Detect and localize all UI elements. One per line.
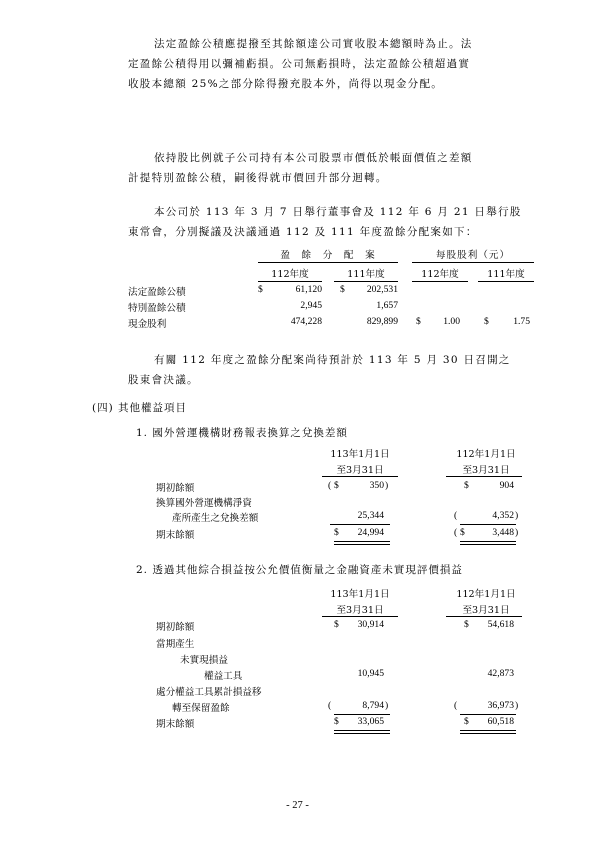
currency-sign: $ <box>464 716 469 727</box>
row-label: 換算國外營運機構淨資 <box>156 498 252 509</box>
row-label: 產所產生之兌換差額 <box>172 513 259 524</box>
paragraph-legal-reserve <box>128 34 540 94</box>
cell-value: 2,945 <box>300 300 322 311</box>
column-header: 113年1月1日 <box>330 589 390 600</box>
text-line: 定盈餘公積得用以彌補虧損。公司無虧損時，法定盈餘公積超過實 <box>128 58 471 70</box>
paragraph-pending-resolution <box>128 350 540 390</box>
paren-open: ( <box>454 527 458 538</box>
cell-value: 1,657 <box>376 300 398 311</box>
column-header: 111年度 <box>347 269 385 280</box>
cell-value: 904 <box>499 480 514 491</box>
divider <box>322 616 398 617</box>
divider <box>412 281 468 282</box>
text-line: 計提特別盈餘公積，嗣後得就市價回升部分迴轉。 <box>128 172 388 184</box>
section-heading: (四) 其他權益項目 <box>92 402 188 414</box>
row-label: 當期產生 <box>156 639 195 650</box>
currency-sign: $ <box>416 316 421 327</box>
paren-open: ( <box>328 700 332 711</box>
cell-value: 10,945 <box>357 668 384 679</box>
currency-sign: $ <box>340 284 345 295</box>
divider <box>258 281 322 282</box>
underline <box>460 524 516 525</box>
column-header: 至3月31日 <box>462 605 510 616</box>
cell-value: 350 <box>369 480 384 491</box>
currency-sign: $ <box>334 480 339 491</box>
text-line: 本公司於 113 年 3 月 7 日舉行董事會及 112 年 6 月 21 日舉行股 <box>154 206 522 218</box>
cell-value: 1.75 <box>513 316 530 327</box>
divider <box>446 616 522 617</box>
group-header-distribution: 盈 餘 分 配 案 <box>280 250 376 261</box>
page-number: - 27 - <box>286 800 309 811</box>
divider <box>446 476 522 477</box>
divider <box>258 262 398 263</box>
cell-value: 42,873 <box>487 668 514 679</box>
cell-value: 829,899 <box>366 316 398 327</box>
currency-sign: $ <box>464 480 469 491</box>
double-underline <box>334 541 390 545</box>
cell-value: 54,618 <box>487 619 514 630</box>
cell-value: 61,120 <box>295 284 322 295</box>
column-header: 112年度 <box>271 269 309 280</box>
column-header: 111年度 <box>487 269 525 280</box>
cell-value: 4,352 <box>492 510 514 521</box>
cell-value: 30,914 <box>357 619 384 630</box>
currency-sign: $ <box>484 316 489 327</box>
cell-value: 60,518 <box>487 716 514 727</box>
paragraph-special-reserve <box>128 148 540 188</box>
column-header: 至3月31日 <box>336 605 384 616</box>
double-underline <box>460 730 516 734</box>
divider <box>478 281 534 282</box>
row-label: 期初餘額 <box>156 483 195 494</box>
row-label: 期末餘額 <box>156 530 195 541</box>
text-line: 股東會決議。 <box>128 374 199 386</box>
row-label: 期初餘額 <box>156 622 195 633</box>
cell-value: 25,344 <box>357 510 384 521</box>
column-header: 112年1月1日 <box>456 589 516 600</box>
group-header-dividend: 每股股利（元） <box>435 250 511 261</box>
currency-sign: $ <box>334 619 339 630</box>
currency-sign: $ <box>334 527 339 538</box>
text-line: 東常會，分別擬議及決議通過 112 及 111 年度盈餘分配案如下： <box>128 226 478 238</box>
row-label: 現金股利 <box>128 319 167 330</box>
currency-sign: $ <box>334 716 339 727</box>
subsection-title: 2. 透過其他綜合損益按公允價值衡量之金融資產未實現評價損益 <box>136 564 463 576</box>
paren-open: ( <box>454 700 458 711</box>
underline <box>330 524 390 525</box>
column-header: 112年1月1日 <box>456 449 516 460</box>
cell-value: 1.00 <box>443 316 460 327</box>
double-underline <box>334 730 390 734</box>
paragraph-distribution-intro <box>128 202 540 242</box>
paren-close: ) <box>515 527 519 538</box>
currency-sign: $ <box>464 619 469 630</box>
cell-value: 474,228 <box>290 316 322 327</box>
paren-open: ( <box>328 480 332 491</box>
text-line: 收股本總額 25%之部分除得撥充股本外，尚得以現金分配。 <box>128 78 444 90</box>
column-header: 112年度 <box>421 269 459 280</box>
row-label: 權益工具 <box>204 671 243 682</box>
currency-sign: $ <box>460 527 465 538</box>
row-label: 法定盈餘公積 <box>128 287 186 298</box>
divider <box>412 262 534 263</box>
cell-value: 3,448 <box>492 527 514 538</box>
paren-close: ) <box>515 510 519 521</box>
row-label: 未實現損益 <box>180 655 228 666</box>
paren-close: ) <box>515 700 519 711</box>
double-underline <box>460 541 516 545</box>
cell-value: 36,973 <box>487 700 514 711</box>
divider <box>334 281 398 282</box>
text-line: 法定盈餘公積應提撥至其餘額達公司實收股本總額時為止。法 <box>154 38 473 50</box>
paren-close: ) <box>385 700 389 711</box>
column-header: 至3月31日 <box>462 465 510 476</box>
row-label: 轉至保留盈餘 <box>172 703 230 714</box>
cell-value: 202,531 <box>366 284 398 295</box>
paren-open: ( <box>454 510 458 521</box>
divider <box>322 476 398 477</box>
column-header: 113年1月1日 <box>330 449 390 460</box>
text-line: 依持股比例就子公司持有本公司股票市價低於帳面價值之差額 <box>154 152 473 164</box>
underline <box>334 714 390 715</box>
underline <box>460 714 516 715</box>
text-line: 有關 112 年度之盈餘分配案尚待預計於 113 年 5 月 30 日召開之 <box>154 354 511 366</box>
currency-sign: $ <box>258 284 263 295</box>
paren-close: ) <box>385 480 389 491</box>
subsection-title: 1. 國外營運機構財務報表換算之兌換差額 <box>136 427 348 439</box>
row-label: 特別盈餘公積 <box>128 303 186 314</box>
cell-value: 8,794 <box>362 700 384 711</box>
row-label: 處分權益工具累計損益移 <box>156 687 262 698</box>
cell-value: 24,994 <box>357 527 384 538</box>
column-header: 至3月31日 <box>336 465 384 476</box>
cell-value: 33,065 <box>357 716 384 727</box>
row-label: 期末餘額 <box>156 719 195 730</box>
